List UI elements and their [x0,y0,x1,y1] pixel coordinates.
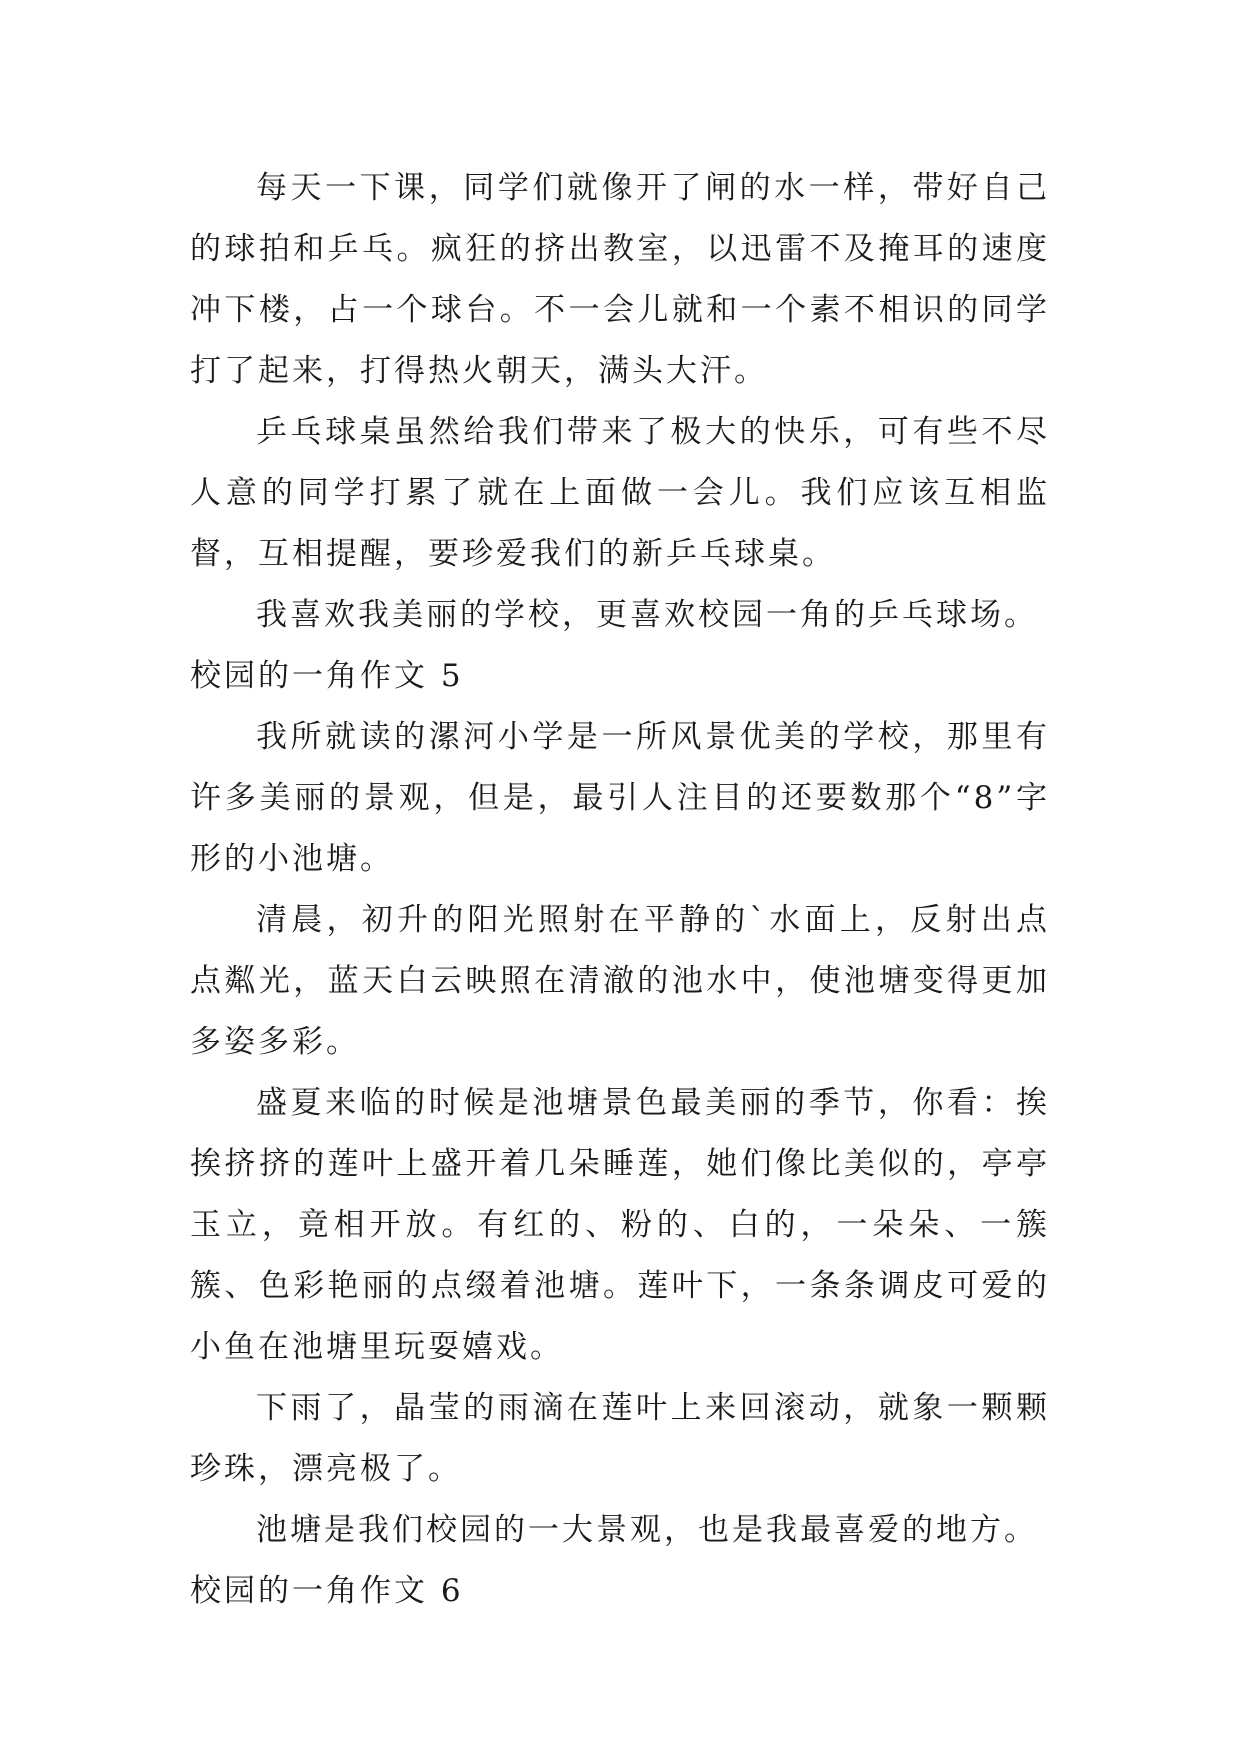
paragraph-pond-conclusion: 池塘是我们校园的一大景观，也是我最喜爱的地方。 [256,1512,1038,1548]
paragraph-school-intro: 我所就读的漯河小学是一所风景优美的学校，那里有许多美丽的景观，但是，最引人注目的还要数那个“8”字形的小池塘。 [190,719,1050,877]
paragraph-summer: 盛夏来临的时候是池塘景色最美丽的季节，你看：挨挨挤挤的莲叶上盛开着几朵睡莲，她们像比美似的，亭亭玉立，竟相开放。有红的、粉的、白的，一朵朵、一簇簇、色彩艳丽的点缀着池塘。莲叶下，一条条调皮可爱的小鱼在池塘里玩耍嬉戏。 [190,1085,1050,1365]
essay-heading-6: 校园的一角作文 6 [190,1573,464,1609]
paragraph-pingpong-break: 每天一下课，同学们就像开了闸的水一样，带好自己的球拍和乒乓。疯狂的挤出教室，以迅雷不及掩耳的速度冲下楼，占一个球台。不一会儿就和一个素不相识的同学打了起来，打得热火朝天，满头大汗。 [190,170,1050,389]
paragraph-rain: 下雨了，晶莹的雨滴在莲叶上来回滚动，就象一颗颗珍珠，漂亮极了。 [190,1390,1050,1487]
document-body [190,158,1050,1622]
paragraph-pingpong-conclusion: 我喜欢我美丽的学校，更喜欢校园一角的乒乓球场。 [256,597,1038,633]
paragraph-morning: 清晨，初升的阳光照射在平静的`水面上，反射出点点粼光，蓝天白云映照在清澈的池水中，使池塘变得更加多姿多彩。 [190,902,1050,1060]
essay-heading-5: 校园的一角作文 5 [190,658,464,694]
paragraph-pingpong-table: 乒乓球桌虽然给我们带来了极大的快乐，可有些不尽人意的同学打累了就在上面做一会儿。我们应该互相监督，互相提醒，要珍爱我们的新乒乓球桌。 [190,414,1050,572]
